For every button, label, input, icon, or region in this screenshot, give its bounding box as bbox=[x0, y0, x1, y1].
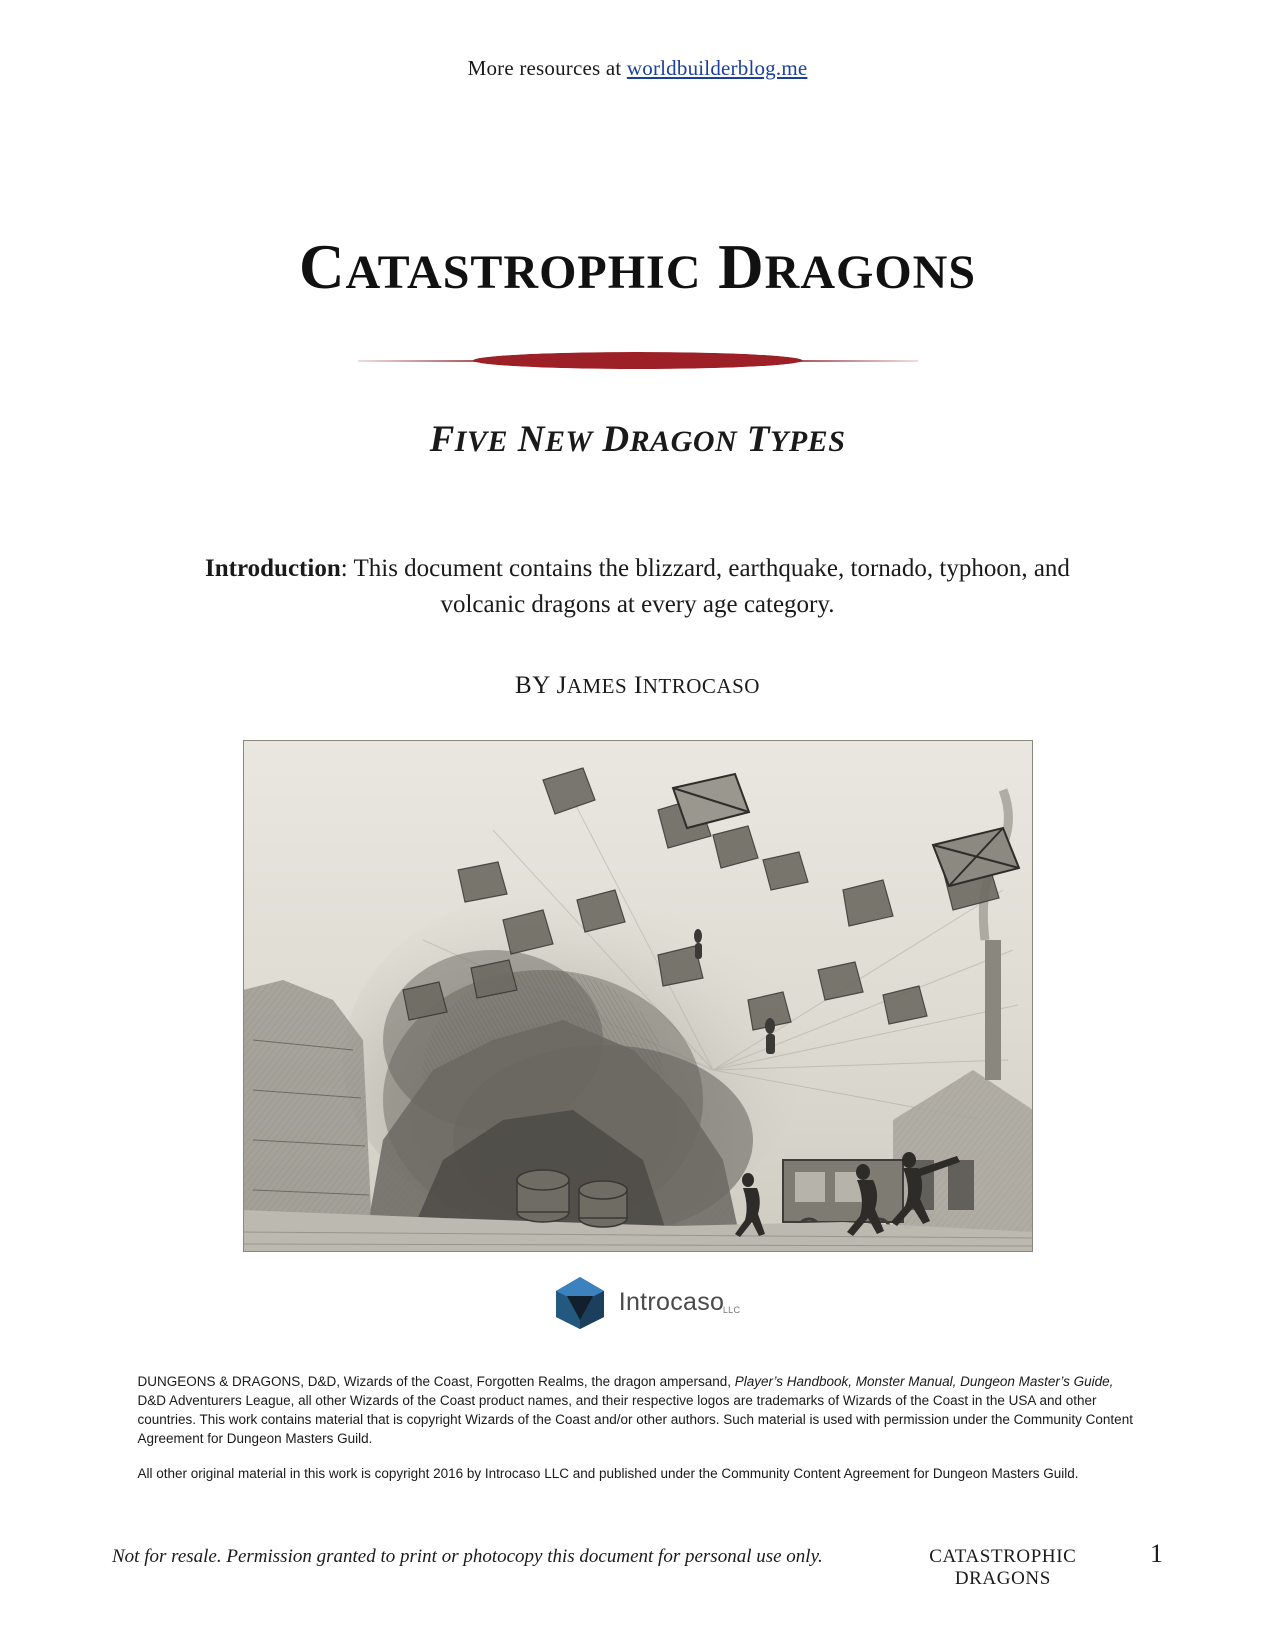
page-footer bbox=[0, 1539, 1275, 1590]
subtitle-word-types: TYPES bbox=[746, 419, 846, 460]
legal-p1-part-b: D&D Adventurers League, all other Wizards of the Coast product names, and their respective logos are trademarks of Wizards of the Coast in the USA and other countries. This work contains material that is copyright Wizards of the Coast and/or other authors. Such material is used with permission under the Community Content Agreement for Dungeon Masters Guild. bbox=[137, 1392, 1133, 1446]
introcaso-wordmark bbox=[618, 1288, 741, 1317]
publisher-logo bbox=[478, 1274, 798, 1332]
legal-paragraph-1 bbox=[138, 1372, 1138, 1449]
logo-llc-text: LLC bbox=[722, 1305, 741, 1315]
legal-notice bbox=[138, 1372, 1138, 1484]
subtitle-word-new: NEW bbox=[517, 419, 593, 460]
byline-by-word: BY bbox=[515, 671, 557, 699]
title-word2-cap: D bbox=[718, 232, 765, 302]
title-word-catastrophic bbox=[299, 232, 701, 302]
footer-resale-notice: Not for resale. Permission granted to print or photocopy this document for personal use only. bbox=[112, 1546, 823, 1567]
header-prefix-text: More resources at bbox=[467, 56, 627, 80]
page-subtitle bbox=[0, 418, 1275, 461]
introcaso-die-icon bbox=[551, 1274, 609, 1332]
byline-first-name: JAMES bbox=[556, 671, 628, 699]
author-byline bbox=[0, 672, 1275, 700]
legal-paragraph-2: All other original material in this work is copyright 2016 by Introcaso LLC and published under the Community Content Agreement for Dungeon Masters Guild. bbox=[137, 1466, 1079, 1482]
legal-p1-part-a: DUNGEONS & DRAGONS, D&D, Wizards of the Coast, Forgotten Realms, the dragon ampersand, bbox=[137, 1373, 735, 1389]
footer-page-number: 1 bbox=[1150, 1539, 1163, 1568]
divider-lens-shape bbox=[473, 352, 803, 369]
introduction-label: Introduction bbox=[205, 555, 341, 582]
worldbuilderblog-link[interactable]: worldbuilderblog.me bbox=[626, 56, 808, 80]
title-word-dragons bbox=[718, 232, 976, 302]
subtitle-word-five: FIVE bbox=[429, 419, 508, 460]
cover-illustration bbox=[243, 740, 1033, 1252]
byline-last-name: INTROCASO bbox=[633, 671, 760, 699]
logo-name-text: Introcaso bbox=[618, 1288, 725, 1316]
header-resources-note bbox=[0, 0, 1275, 81]
title-word1-cap: C bbox=[298, 232, 346, 302]
introduction-text: : This document contains the blizzard, earthquake, tornado, typhoon, and volcanic dragons at every age category. bbox=[340, 555, 1070, 619]
subtitle-word-dragon: DRAGON bbox=[602, 419, 738, 460]
title-divider-ornament bbox=[358, 352, 918, 370]
title-word1-rest: ATASTROPHIC bbox=[345, 246, 702, 299]
page-title bbox=[0, 231, 1275, 304]
footer-document-title: CATASTROPHIC DRAGONS bbox=[929, 1546, 1077, 1589]
introduction-paragraph bbox=[163, 551, 1113, 624]
earthquake-destruction-engraving-icon bbox=[243, 740, 1033, 1252]
title-word2-rest: RAGONS bbox=[764, 246, 977, 299]
legal-p1-italic-titles: Player’s Handbook, Monster Manual, Dungeon Master’s Guide, bbox=[734, 1373, 1114, 1389]
